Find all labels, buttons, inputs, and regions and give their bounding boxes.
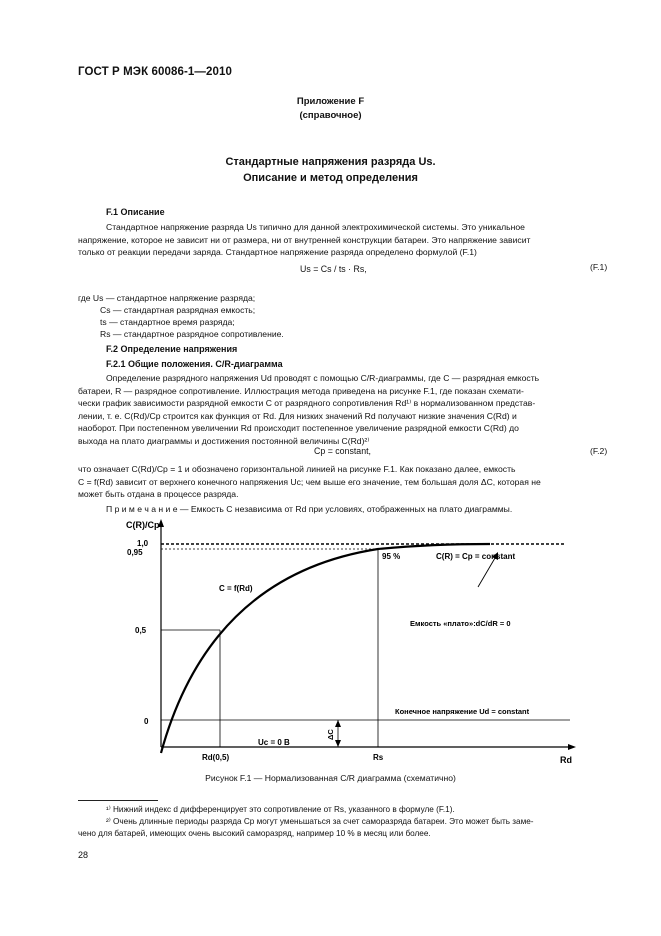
figure-caption: Рисунок F.1 — Нормализованная C/R диаграмма (схематично)	[205, 773, 456, 783]
footnote-1: ¹⁾ Нижний индекс d дифференцирует это сопротивление от Rs, указанного в формуле (F.1).	[106, 805, 455, 814]
capacity-curve	[161, 544, 490, 753]
section-f21-paragraph1	[78, 372, 614, 448]
footnotes	[78, 804, 614, 840]
section-f1-heading: F.1 Описание	[106, 207, 165, 217]
paragraph-line: что означает C(Rd)/Cp = 1 и обозначено горизонтальной линией на рисунке F.1. Как показано далее, емкость	[78, 464, 516, 474]
formula-f1-number: (F.1)	[590, 262, 608, 272]
cr-diagram	[100, 515, 580, 770]
y-tick-05: 0,5	[135, 626, 147, 635]
formula-f1: Us = Cs / ts · Rs,	[300, 264, 367, 274]
plateau-text: Емкость «плато»:dC/dR = 0	[410, 619, 511, 628]
where-item: где Us — стандартное напряжение разряда;	[78, 293, 256, 303]
pct-label: 95 %	[382, 552, 401, 561]
section-f2-heading: F.2 Определение напряжения	[106, 344, 238, 354]
paragraph-line: C = f(Rd) зависит от верхнего конечного напряжения Uc; чем выше его значение, тем большая доля ΔC, которая не	[78, 476, 541, 487]
paragraph-line: батареи, R — разрядное сопротивление. Иллюстрация метода приведена на рисунке F.1, где показан схемати-	[78, 385, 524, 396]
paragraph-line: выхода на плато диаграммы и достижения постоянной величины C(Rd)²⁾	[78, 435, 370, 446]
end-voltage-label: Конечное напряжение Ud = constant	[395, 707, 530, 716]
paragraph-line: Стандартное напряжение разряда Us типично для данной электрохимической системы. Это уникальное	[106, 222, 525, 232]
x-axis-arrow	[568, 744, 576, 750]
document-header: ГОСТ Р МЭК 60086-1—2010	[78, 66, 232, 78]
annex-subtitle: (справочное)	[299, 110, 362, 121]
paragraph-line: Определение разрядного напряжения Ud проводят с помощью C/R-диаграммы, где C — разрядная емкость	[106, 373, 540, 383]
curve-label: C = f(Rd)	[219, 584, 253, 593]
figure-note: П р и м е ч а н и е — Емкость C независима от Rd при условиях, отображенных на плато диаграммы.	[106, 504, 513, 514]
delta-c-arrowhead-bottom	[335, 740, 341, 747]
y-tick-095: 0,95	[127, 548, 143, 557]
footnote-separator	[78, 800, 158, 801]
footnote-2: ²⁾ Очень длинные периоды разряда Cp могут уменьшаться за счет саморазряда батареи. Это может быть заме-	[106, 817, 534, 826]
paragraph-line: только от реакции передачи заряда. Стандартное напряжение разряда определено формулой (F.1)	[78, 247, 477, 258]
u0-label: Uc = 0 В	[258, 738, 290, 747]
paragraph-line: лении, т. е. C(Rd)/Cp строится как функция от Rd. Для низких значений Rd получают низкие значения C(Rd) и	[78, 410, 517, 421]
section-title-line2: Описание и метод определения	[243, 172, 418, 184]
paragraph-line: чески график зависимости разрядной емкости C от разрядного сопротивления Rd¹⁾ в нормализованном представ-	[78, 398, 536, 409]
plateau-label: C(R) = Cp = constant	[436, 552, 516, 561]
paragraph-line: наоборот. При постепенном увеличении Rd происходит постепенное увеличение разрядной емкости C(Rd) до	[78, 423, 519, 434]
y-tick-1: 1,0	[137, 539, 149, 548]
where-list	[78, 292, 284, 340]
delta-c-label: ΔC	[326, 729, 335, 740]
annex-title: Приложение F	[296, 96, 365, 107]
where-item: Cs — стандартная разрядная емкость;	[100, 305, 256, 315]
y-axis-label: C(R)/Cp	[126, 520, 160, 530]
footnote-2-cont: чено для батарей, имеющих очень высокий саморазряд, например 10 % в месяц или более.	[78, 829, 431, 838]
x-tick-rs: Rs	[373, 753, 384, 762]
x-tick-rd05: Rd(0,5)	[202, 753, 230, 762]
formula-f2-number: (F.2)	[590, 446, 608, 456]
formula-f2: Cp = constant,	[314, 446, 371, 456]
section-f21-paragraph2	[78, 463, 614, 501]
where-item: Rs — стандартное разрядное сопротивление.	[100, 329, 284, 339]
y-tick-0: 0	[144, 717, 149, 726]
delta-c-arrowhead-top	[335, 720, 341, 727]
section-f21-heading: F.2.1 Общие положения. C/R-диаграмма	[106, 359, 283, 369]
section-f1-paragraph	[78, 221, 614, 259]
x-axis-label: Rd	[560, 755, 572, 765]
paragraph-line: может быть отдана в процессе разряда.	[78, 489, 239, 500]
paragraph-line: напряжение, которое не зависит ни от размера, ни от внутренней конструкции батареи. Это напряжение зависит	[78, 234, 531, 245]
where-item: ts — стандартное время разряда;	[100, 317, 235, 327]
section-title-line1: Стандартные напряжения разряда Us.	[225, 156, 436, 168]
plateau-pointer-arrow	[478, 558, 495, 587]
page-number: 28	[78, 850, 89, 860]
